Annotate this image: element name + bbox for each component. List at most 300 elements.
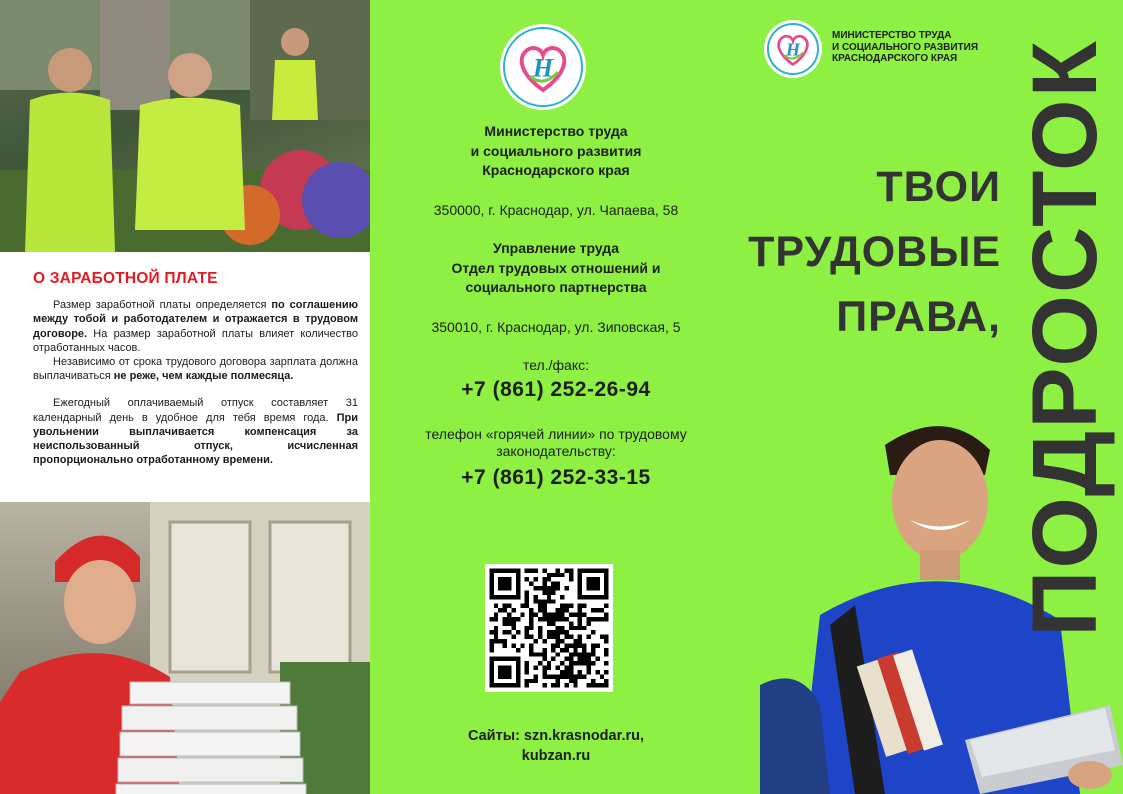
wage-info-block [33, 272, 358, 467]
qr-module [525, 626, 529, 630]
qr-module [587, 621, 591, 625]
qr-module [542, 657, 546, 661]
qr-module [542, 586, 546, 590]
qr-module [498, 639, 502, 643]
qr-module [516, 630, 520, 634]
qr-module [503, 586, 507, 590]
qr-module [551, 630, 555, 634]
qr-module [551, 643, 555, 647]
qr-module [604, 573, 608, 577]
ministry-name [370, 122, 742, 181]
qr-module [560, 648, 564, 652]
qr-module [507, 577, 511, 581]
qr-module [600, 568, 604, 572]
qr-module [560, 626, 564, 630]
qr-module [534, 674, 538, 678]
qr-module [538, 661, 542, 665]
qr-module [587, 595, 591, 599]
qr-module [591, 582, 595, 586]
qr-module [498, 670, 502, 674]
qr-module [542, 683, 546, 687]
qr-module [507, 683, 511, 687]
qr-module [489, 679, 493, 683]
qr-module [569, 652, 573, 656]
logo-letter: Н [785, 39, 801, 60]
qr-module [516, 657, 520, 661]
qr-module [534, 599, 538, 603]
qr-module [551, 648, 555, 652]
qr-module [604, 679, 608, 683]
qr-module [529, 621, 533, 625]
qr-module [604, 635, 608, 639]
ministry-header-line: И СОЦИАЛЬНОГО РАЗВИТИЯ [832, 41, 979, 53]
qr-module [489, 661, 493, 665]
qr-module [498, 568, 502, 572]
qr-module [547, 577, 551, 581]
qr-module [525, 679, 529, 683]
qr-module [569, 670, 573, 674]
qr-module [498, 595, 502, 599]
qr-module [564, 630, 568, 634]
websites-line: kubzan.ru [521, 747, 591, 764]
qr-module [578, 608, 582, 612]
qr-module [556, 608, 560, 612]
qr-module [525, 604, 529, 608]
qr-module [573, 652, 577, 656]
qr-module [560, 661, 564, 665]
qr-module [534, 568, 538, 572]
qr-module [507, 604, 511, 608]
qr-module [525, 666, 529, 670]
qr-module [503, 674, 507, 678]
qr-module [516, 648, 520, 652]
phone-label: тел./факс: [522, 357, 589, 373]
qr-module [551, 586, 555, 590]
qr-module [489, 643, 493, 647]
qr-module [547, 590, 551, 594]
phone-number: +7 (861) 252-26-94 [461, 378, 651, 401]
qr-module [564, 666, 568, 670]
qr-module [516, 661, 520, 665]
qr-module [498, 586, 502, 590]
qr-module [511, 635, 515, 639]
qr-module [564, 648, 568, 652]
qr-module [511, 683, 515, 687]
qr-module [516, 683, 520, 687]
qr-module [569, 643, 573, 647]
qr-module [578, 577, 582, 581]
qr-module [569, 626, 573, 630]
qr-module [542, 617, 546, 621]
qr-module [529, 635, 533, 639]
qr-module [547, 595, 551, 599]
qr-module [489, 674, 493, 678]
qr-module [551, 613, 555, 617]
qr-module [578, 621, 582, 625]
qr-module [529, 608, 533, 612]
qr-module [595, 577, 599, 581]
qr-module [556, 630, 560, 634]
qr-module [503, 630, 507, 634]
qr-module [538, 599, 542, 603]
qr-module [489, 617, 493, 621]
qr-module [503, 643, 507, 647]
qr-module [525, 635, 529, 639]
text-run-bold: При увольнении выплачивается компенсация за неиспользованный отпуск, исчисленная пропорционально отработанному времени. [33, 411, 358, 467]
qr-module [560, 630, 564, 634]
qr-module [503, 683, 507, 687]
qr-module [498, 674, 502, 678]
qr-module [516, 617, 520, 621]
qr-module [516, 679, 520, 683]
qr-module [591, 679, 595, 683]
qr-module [560, 595, 564, 599]
text-run: На размер заработной платы влияет количество отработанных часов. [33, 327, 358, 354]
qr-module [604, 590, 608, 594]
qr-module [582, 595, 586, 599]
qr-module [542, 674, 546, 678]
qr-module [525, 599, 529, 603]
qr-module [591, 643, 595, 647]
qr-module [569, 674, 573, 678]
qr-module [534, 595, 538, 599]
qr-module [534, 613, 538, 617]
qr-module [582, 568, 586, 572]
qr-module [578, 657, 582, 661]
qr-module [489, 666, 493, 670]
qr-module [494, 595, 498, 599]
qr-module [489, 577, 493, 581]
qr-module [529, 613, 533, 617]
qr-module [600, 683, 604, 687]
qr-module [556, 643, 560, 647]
qr-module [547, 661, 551, 665]
qr-module [564, 586, 568, 590]
text-run: Независимо от срока трудового договора зарплата должна выплачиваться [33, 356, 358, 383]
qr-module [573, 626, 577, 630]
qr-module [489, 590, 493, 594]
ministry-header-line: МИНИСТЕРСТВО ТРУДА [832, 30, 952, 41]
qr-module [564, 657, 568, 661]
qr-module [542, 652, 546, 656]
hotline-label-line: телефон «горячей линии» по трудовому [425, 426, 687, 442]
qr-module [525, 590, 529, 594]
qr-module [587, 577, 591, 581]
qr-module [578, 595, 582, 599]
qr-module [604, 582, 608, 586]
qr-module [525, 670, 529, 674]
qr-module [604, 639, 608, 643]
qr-module [556, 582, 560, 586]
qr-module [587, 683, 591, 687]
qr-module [516, 568, 520, 572]
qr-module [511, 608, 515, 612]
qr-module [556, 586, 560, 590]
qr-module [595, 670, 599, 674]
qr-module [529, 652, 533, 656]
qr-module [542, 590, 546, 594]
qr-module [507, 630, 511, 634]
qr-module [582, 652, 586, 656]
qr-module [591, 648, 595, 652]
qr-module [494, 630, 498, 634]
qr-module [489, 582, 493, 586]
qr-module [503, 582, 507, 586]
qr-module [507, 621, 511, 625]
qr-module [489, 648, 493, 652]
hotline-label-line: законодательству: [496, 443, 616, 459]
qr-module [573, 613, 577, 617]
qr-module [573, 648, 577, 652]
vacation-paragraph [33, 396, 358, 467]
heading-line-1: ТВОИ [876, 163, 1001, 211]
qr-module [560, 617, 564, 621]
qr-module [556, 652, 560, 656]
qr-module [600, 617, 604, 621]
qr-module [498, 577, 502, 581]
heading-line-2: ТРУДОВЫЕ [748, 228, 1001, 276]
qr-module [569, 573, 573, 577]
qr-module [578, 635, 582, 639]
qr-module [578, 590, 582, 594]
qr-module [587, 652, 591, 656]
qr-module [587, 635, 591, 639]
qr-module [542, 582, 546, 586]
qr-module [538, 626, 542, 630]
qr-module [542, 577, 546, 581]
qr-module [564, 670, 568, 674]
qr-module [573, 679, 577, 683]
qr-module [542, 599, 546, 603]
qr-module [507, 666, 511, 670]
left-panel [0, 0, 370, 794]
qr-module [569, 621, 573, 625]
qr-module [525, 595, 529, 599]
qr-module [569, 635, 573, 639]
qr-module [507, 595, 511, 599]
qr-module [564, 674, 568, 678]
photo-volunteers-planting [0, 0, 370, 252]
qr-module [556, 683, 560, 687]
qr-module [587, 661, 591, 665]
qr-module [547, 635, 551, 639]
qr-module [604, 613, 608, 617]
photo-pizza-courier [0, 502, 370, 794]
qr-module [587, 666, 591, 670]
qr-module [489, 657, 493, 661]
qr-module [556, 639, 560, 643]
qr-module [489, 630, 493, 634]
qr-module [600, 595, 604, 599]
heading-line-3: ПРАВА, [836, 293, 1001, 341]
qr-module [587, 568, 591, 572]
ministry-address: 350000, г. Краснодар, ул. Чапаева, 58 [433, 202, 679, 218]
qr-module [578, 652, 582, 656]
qr-module [494, 613, 498, 617]
qr-module [582, 626, 586, 630]
qr-module [547, 617, 551, 621]
qr-module [551, 617, 555, 621]
qr-module [503, 617, 507, 621]
qr-module [507, 613, 511, 617]
qr-module [507, 582, 511, 586]
department-name-line: Управление труда [493, 240, 619, 256]
qr-module [564, 608, 568, 612]
qr-module [556, 635, 560, 639]
qr-module [556, 626, 560, 630]
qr-module [569, 604, 573, 608]
qr-module [556, 617, 560, 621]
qr-module [556, 613, 560, 617]
qr-module [560, 608, 564, 612]
qr-module [551, 683, 555, 687]
qr-module [489, 568, 493, 572]
qr-module [591, 577, 595, 581]
qr-module [489, 670, 493, 674]
qr-module [564, 643, 568, 647]
qr-module [604, 604, 608, 608]
qr-module [529, 617, 533, 621]
qr-module [494, 657, 498, 661]
qr-module [569, 613, 573, 617]
qr-module [591, 568, 595, 572]
qr-module [556, 568, 560, 572]
qr-code-icon [485, 564, 613, 692]
qr-module [547, 599, 551, 603]
qr-module [564, 617, 568, 621]
ministry-logo-icon [500, 24, 586, 110]
qr-module [498, 666, 502, 670]
qr-module [534, 639, 538, 643]
qr-module [494, 639, 498, 643]
department-address: 350010, г. Краснодар, ул. Зиповская, 5 [431, 319, 681, 335]
qr-module [595, 617, 599, 621]
qr-module [516, 674, 520, 678]
qr-module [542, 648, 546, 652]
qr-module [604, 652, 608, 656]
qr-module [529, 582, 533, 586]
qr-module [520, 613, 524, 617]
qr-module [560, 674, 564, 678]
qr-module [551, 674, 555, 678]
qr-module [525, 577, 529, 581]
qr-module [573, 643, 577, 647]
qr-module [582, 604, 586, 608]
qr-module [503, 595, 507, 599]
qr-module [560, 573, 564, 577]
qr-module [604, 586, 608, 590]
qr-module [503, 621, 507, 625]
ministry-name-line: Краснодарского края [482, 162, 630, 178]
qr-module [556, 679, 560, 683]
qr-module [542, 604, 546, 608]
qr-module [551, 582, 555, 586]
qr-module [604, 683, 608, 687]
qr-module [569, 666, 573, 670]
qr-module [511, 568, 515, 572]
qr-module [604, 661, 608, 665]
qr-module [534, 586, 538, 590]
qr-module [595, 608, 599, 612]
qr-module [511, 595, 515, 599]
qr-module [578, 573, 582, 577]
qr-module [573, 639, 577, 643]
department-name [370, 239, 742, 298]
qr-module [489, 683, 493, 687]
text-run: Ежегодный оплачиваемый отпуск составляет 31 календарный день в удобное для тебя время года. [33, 397, 358, 424]
hotline-label [370, 426, 742, 460]
department-name-line: Отдел трудовых отношений и [451, 259, 661, 276]
qr-module [587, 586, 591, 590]
qr-module [587, 657, 591, 661]
qr-module [556, 674, 560, 678]
qr-module [595, 657, 599, 661]
qr-module [578, 617, 582, 621]
qr-module [578, 643, 582, 647]
qr-module [551, 635, 555, 639]
qr-module [516, 573, 520, 577]
qr-module [573, 674, 577, 678]
qr-module [507, 674, 511, 678]
qr-module [516, 670, 520, 674]
qr-module [516, 590, 520, 594]
qr-module [489, 586, 493, 590]
qr-module [600, 635, 604, 639]
qr-module [507, 670, 511, 674]
qr-module [498, 608, 502, 612]
qr-module [542, 670, 546, 674]
qr-module [569, 679, 573, 683]
qr-module [503, 666, 507, 670]
qr-module [578, 613, 582, 617]
qr-module [489, 573, 493, 577]
qr-module [516, 577, 520, 581]
qr-module [520, 643, 524, 647]
qr-module [503, 608, 507, 612]
qr-module [564, 635, 568, 639]
qr-module [498, 657, 502, 661]
qr-module [494, 568, 498, 572]
qr-module [604, 595, 608, 599]
qr-module [503, 577, 507, 581]
qr-module [529, 679, 533, 683]
qr-module [494, 617, 498, 621]
qr-module [529, 643, 533, 647]
qr-module [507, 586, 511, 590]
ministry-name-line: Министерство труда [484, 123, 628, 139]
qr-module [511, 621, 515, 625]
qr-module [578, 586, 582, 590]
qr-module [587, 617, 591, 621]
qr-module [547, 666, 551, 670]
qr-module [538, 635, 542, 639]
qr-module [595, 683, 599, 687]
qr-module [600, 674, 604, 678]
qr-module [507, 657, 511, 661]
qr-module [587, 582, 591, 586]
qr-module [534, 679, 538, 683]
qr-module [578, 639, 582, 643]
qr-module [494, 635, 498, 639]
qr-module [542, 608, 546, 612]
qr-module [534, 652, 538, 656]
qr-module [529, 568, 533, 572]
qr-module [578, 674, 582, 678]
qr-module [560, 613, 564, 617]
wage-paragraph-2 [33, 355, 358, 383]
qr-module [503, 670, 507, 674]
qr-module [587, 670, 591, 674]
